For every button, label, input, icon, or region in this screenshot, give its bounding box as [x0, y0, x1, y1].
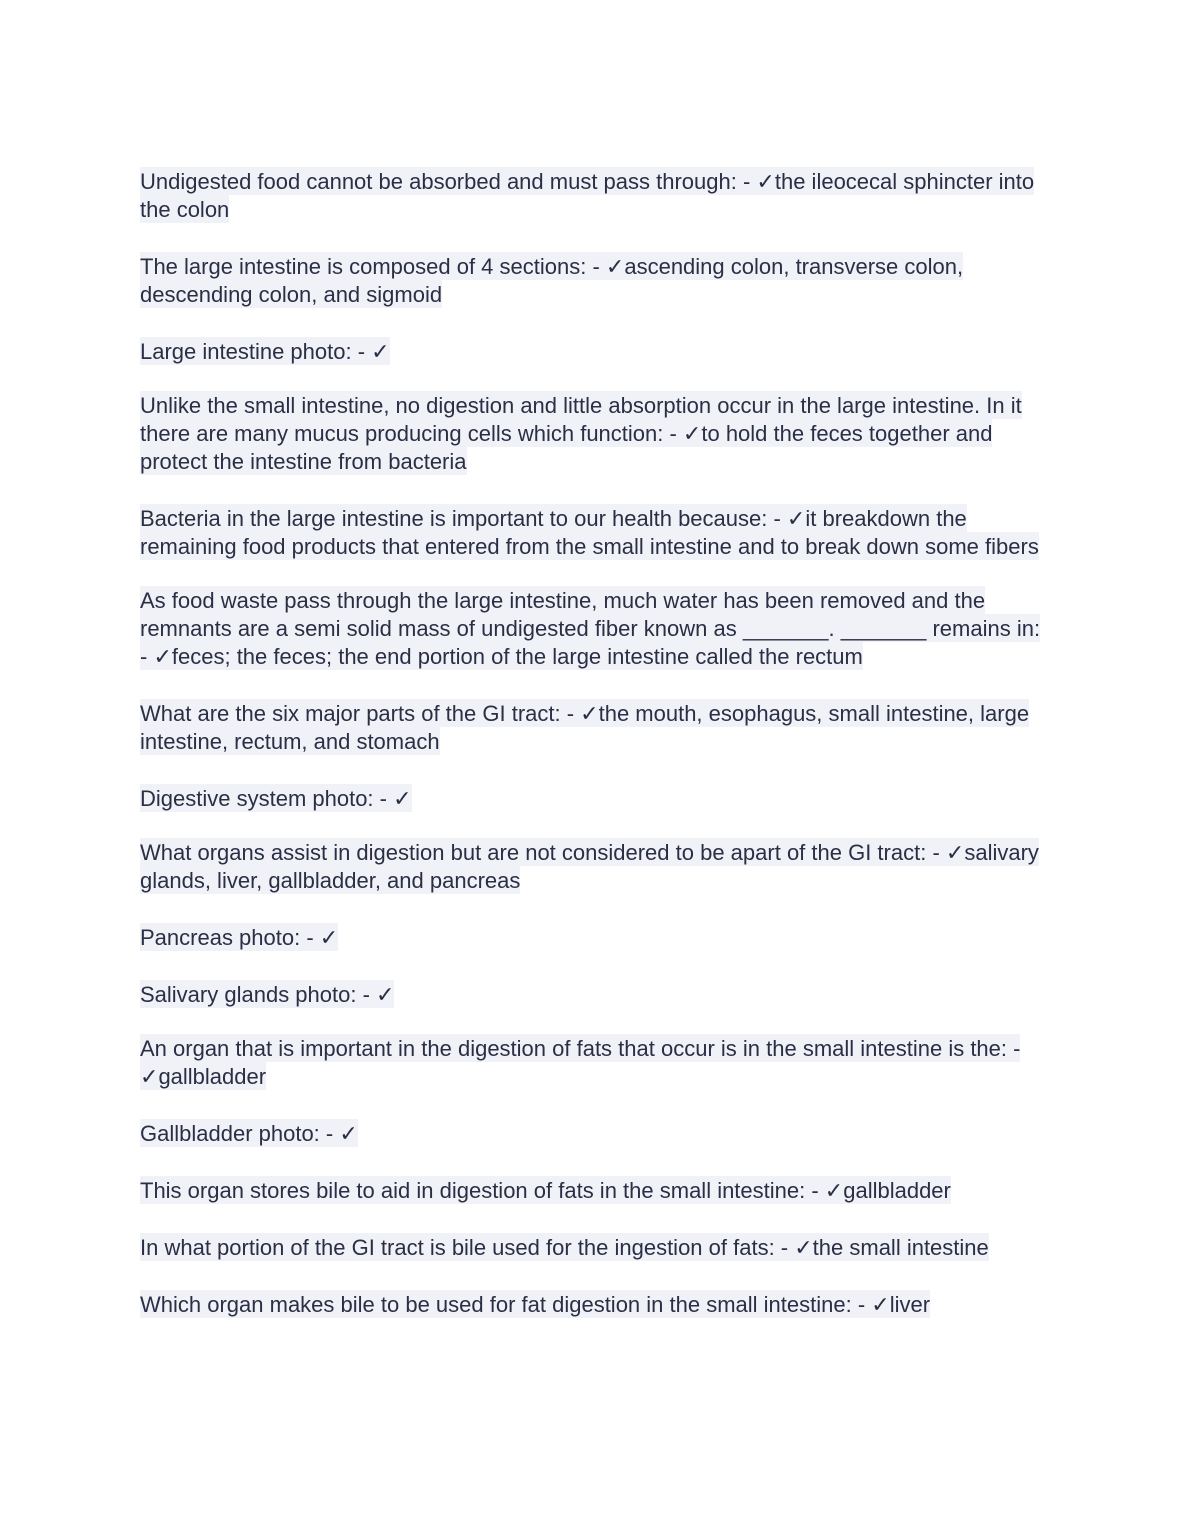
check-icon: ✓ — [824, 1178, 844, 1203]
qa-entry — [140, 1291, 1050, 1319]
qa-entry — [140, 924, 1050, 952]
answer-text: to hold the feces together and protect the intestine from bacteria — [140, 421, 993, 474]
answer-text: the ileocecal sphincter into the colon — [140, 169, 1035, 222]
qa-entry — [140, 839, 1050, 895]
question-text: Pancreas photo: - — [140, 925, 320, 950]
qa-entry — [140, 587, 1050, 671]
question-text: Which organ makes bile to be used for fat digestion in the small intestine: - — [140, 1292, 872, 1317]
check-icon: ✓ — [153, 644, 172, 669]
qa-entry — [140, 505, 1050, 561]
qa-entry — [140, 1177, 1050, 1205]
qa-entry — [140, 168, 1050, 224]
qa-text — [140, 838, 1039, 894]
qa-text — [140, 923, 338, 951]
answer-text: salivary glands, liver, gallbladder, and pancreas — [140, 840, 1039, 893]
answer-text: gallbladder — [843, 1178, 951, 1203]
question-text: In what portion of the GI tract is bile used for the ingestion of fats: - — [140, 1235, 795, 1260]
question-text: The large intestine is composed of 4 sections: - — [140, 254, 606, 279]
qa-text — [140, 980, 394, 1008]
check-icon: ✓ — [945, 840, 965, 865]
qa-entry — [140, 1234, 1050, 1262]
qa-text — [140, 586, 1040, 670]
question-text: Unlike the small intestine, no digestion and little absorption occur in the large intestine. In it there are many mucus producing cells which function: - — [140, 393, 1022, 446]
qa-text — [140, 1119, 358, 1147]
answer-text: it breakdown the remaining food products that entered from the small intestine and to break down some fibers — [140, 506, 1039, 559]
question-text: An organ that is important in the digestion of fats that occur is in the small intestine is the: - — [140, 1036, 1021, 1061]
qa-text — [140, 1290, 930, 1318]
question-text: What organs assist in digestion but are not considered to be apart of the GI tract: - — [140, 840, 946, 865]
qa-text — [140, 337, 390, 365]
question-text: This organ stores bile to aid in digestion of fats in the small intestine: - — [140, 1178, 825, 1203]
question-text: Salivary glands photo: - — [140, 982, 377, 1007]
question-text: Undigested food cannot be absorbed and must pass through: - — [140, 169, 757, 194]
check-icon: ✓ — [786, 506, 806, 531]
qa-entry — [140, 253, 1050, 309]
check-icon: ✓ — [794, 1235, 813, 1260]
qa-text — [140, 699, 1029, 755]
qa-entry — [140, 785, 1050, 813]
check-icon: ✓ — [682, 421, 702, 446]
question-text: Gallbladder photo: - — [140, 1121, 340, 1146]
question-text: Large intestine photo: - — [140, 339, 372, 364]
check-icon: ✓ — [339, 1121, 358, 1146]
answer-text: liver — [889, 1292, 931, 1317]
question-text: As food waste pass through the large intestine, much water has been removed and the remnants are a semi solid mass of undigested fiber known as _______. _______ remains in: - — [140, 588, 1041, 669]
check-icon: ✓ — [605, 254, 625, 279]
question-text: Digestive system photo: - — [140, 786, 394, 811]
answer-text: the mouth, esophagus, small intestine, large intestine, rectum, and stomach — [140, 701, 1030, 754]
qa-text — [140, 1233, 989, 1261]
check-icon: ✓ — [371, 339, 390, 364]
check-icon: ✓ — [871, 1292, 890, 1317]
qa-entry — [140, 392, 1050, 476]
qa-text — [140, 1034, 1020, 1090]
qa-entry — [140, 1035, 1050, 1091]
answer-text: the small intestine — [812, 1235, 989, 1260]
qa-entry — [140, 338, 1050, 366]
qa-text — [140, 167, 1034, 223]
question-text: Bacteria in the large intestine is important to our health because: - — [140, 506, 787, 531]
check-icon: ✓ — [376, 982, 395, 1007]
qa-entry — [140, 1120, 1050, 1148]
check-icon: ✓ — [140, 1064, 159, 1089]
qa-text — [140, 1176, 951, 1204]
qa-entry — [140, 700, 1050, 756]
answer-text: ascending colon, transverse colon, descending colon, and sigmoid — [140, 254, 964, 307]
answer-text: gallbladder — [158, 1064, 267, 1089]
qa-text — [140, 504, 1039, 560]
question-text: What are the six major parts of the GI tract: - — [140, 701, 581, 726]
qa-entry — [140, 981, 1050, 1009]
check-icon: ✓ — [756, 169, 775, 194]
flashcard-document — [140, 168, 1050, 1319]
qa-text — [140, 784, 412, 812]
check-icon: ✓ — [580, 701, 599, 726]
check-icon: ✓ — [393, 786, 412, 811]
check-icon: ✓ — [319, 925, 339, 950]
qa-text — [140, 391, 1022, 475]
answer-text: feces; the feces; the end portion of the large intestine called the rectum — [171, 644, 863, 669]
qa-text — [140, 252, 963, 308]
